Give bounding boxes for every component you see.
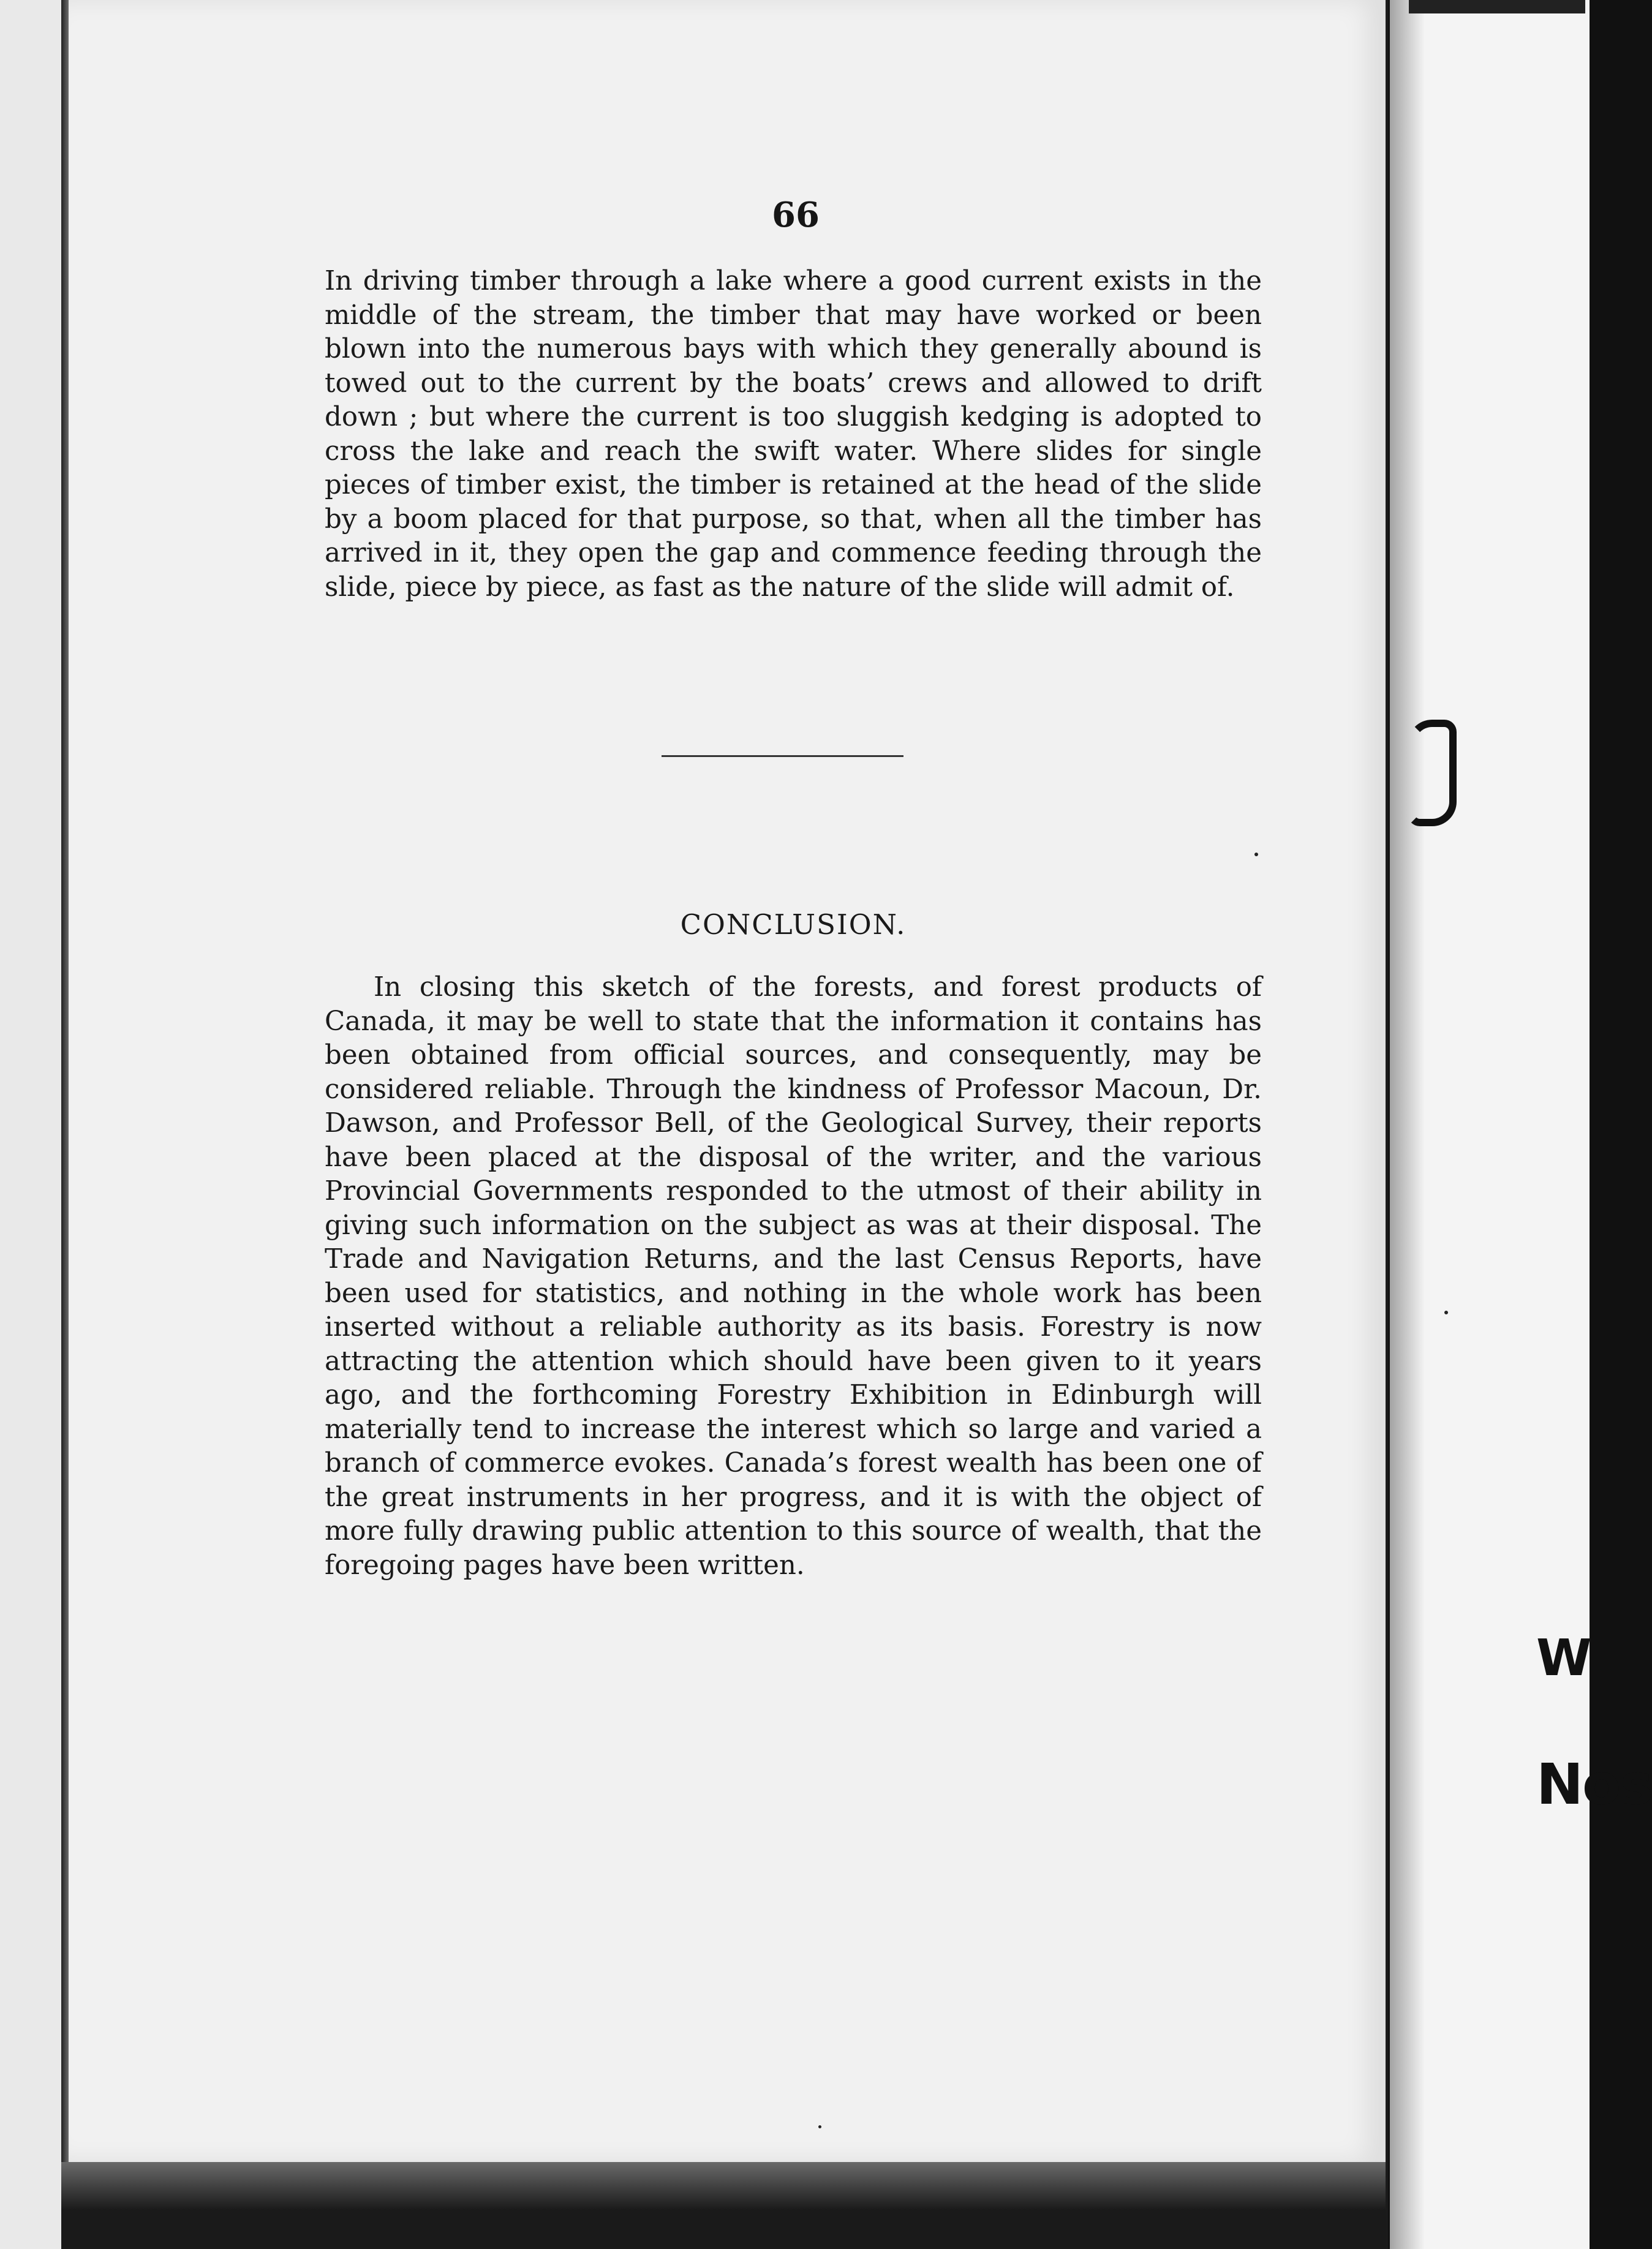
book-bottom-edge [61,2162,1389,2249]
paragraph-timber-driving: In driving timber through a lake where a good current exists in the middle of the stream, the timber that may have worked or been blown into the numerous bays with which they generally abound is towed out to the current by the boats’ crews and allowed to drift down ; but where the current is too sluggish kedging is adopted to cross the lake and reach the swift water. Where slides for single pieces of timber exist, the timber is retained at the head of the slide by a boom placed for that purpose, so that, when all the timber has arrived in it, they open the gap and commence feeding through the slide, piece by piece, as fast as the nature of the slide will admit of. [325,266,1262,603]
paragraph-conclusion: In closing this sketch of the forests, and forest products of Canada, it may be well to state that the information it contains has been obtained from official sources, and consequently, may be considered reliable. Through the kindness of Professor Macoun, Dr. Dawson, and Professor Bell, of the Geological Survey, their reports have been placed at the disposal of the writer, and the various Provincial Governments responded to the utmost of their ability in giving such information on the subject as was at their disposal. The Trade and Navigation Returns, and the last Census Reports, have been used for statistics, and nothing in the whole work has been inserted without a reliable authority as its basis. Forestry is now attracting the attention which should have been given to it years ago, and the forthcoming Forestry Exhibition in Edinburgh will materially tend to increase the interest which so large and varied a branch of commerce evokes. Canada’s forest wealth has been one of the great instruments in her progress, and it is with the object of more fully drawing public attention to this source of wealth, that the foregoing pages have been written. [325,972,1262,1581]
ink-speck [1254,853,1258,856]
page-number: 66 [772,195,820,235]
ink-speck [1444,1311,1448,1314]
section-divider [662,755,903,757]
section-heading: CONCLUSION. [680,908,907,941]
ink-speck [818,2125,821,2128]
scan-corner [1409,0,1585,13]
next-page-word: Nos [1536,1752,1652,1817]
binding-clip [1408,720,1457,826]
next-page-letter: W [1536,1629,1592,1687]
gutter-shadow [1388,0,1425,2249]
